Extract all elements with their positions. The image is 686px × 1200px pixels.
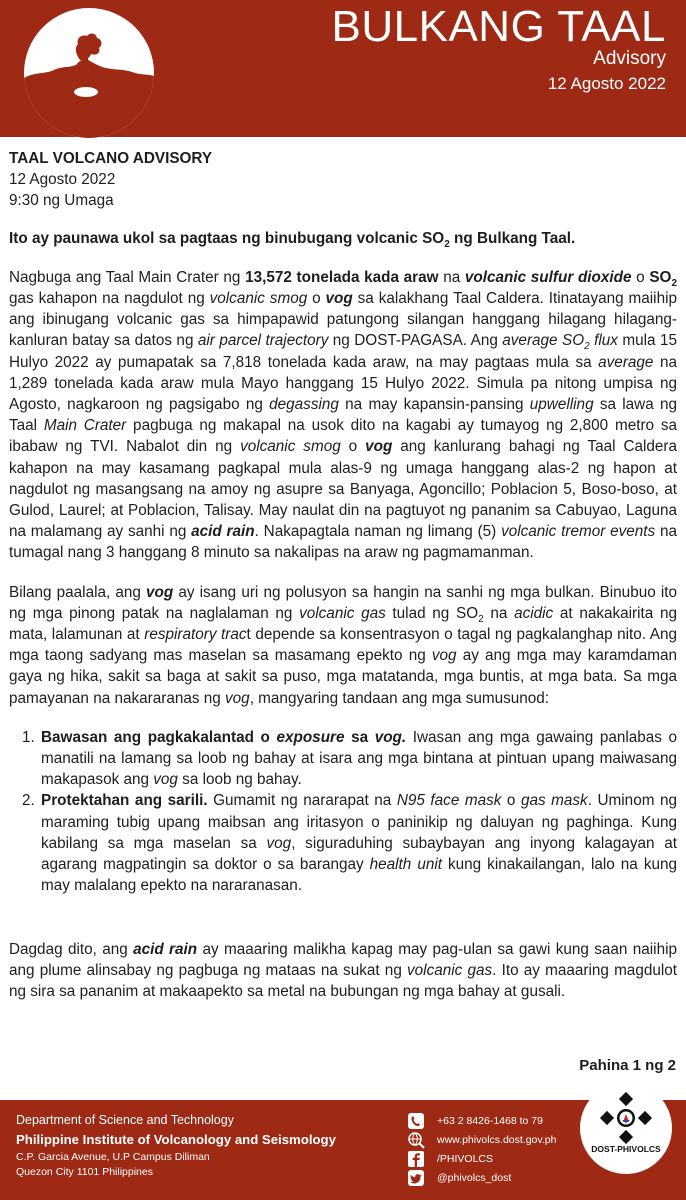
footer-department: Department of Science and Technology [16, 1113, 234, 1127]
advisory-heading [9, 148, 677, 169]
list-item: 1. Bawasan ang pagkakalantad o exposure sa vog. Iwasan ang mga gawaing panlabas o manatili na lamang sa loob ng bahay at isara ang mga bintana at pintuan upang maiwasang makapasok ang vog sa loob ng bahay. [39, 727, 677, 791]
header-subtitle: Advisory [593, 48, 666, 69]
globe-search-icon [407, 1131, 425, 1149]
precaution-list [9, 727, 677, 897]
paragraph-acid-rain: Dagdag dito, ang acid rain ay maaaring malikha kapag may pag-ulan sa gawi kung saan naiihip ang plume alinsabay ng pagbuga ng mataas na sukat ng volcanic gas. Ito ay maaaring magdulot ng sira sa pananim at makaapekto sa metal na bubungan ng mga bahay at gusali. [9, 940, 677, 1000]
footer-phone: +63 2 8426-1468 to 79 [407, 1112, 543, 1130]
paragraph-emission: Nagbuga ang Taal Main Crater ng 13,572 tonelada kada araw na volcanic sulfur dioxide o $SO_2$ gas kahapon na nagdulot ng volcanic smog o vog sa kalakhang Taal Caldera. Itinatayang maiihip ang ibinugang volcanic gas sa himpapawid patungong silangan hanggang hilagang hilagang-kanluran batay sa datos ng air parcel trajectory ng DOST-PAGASA. Ang average $SO_2$ flux mula 15 Hulyo 2022 ay pumapatak sa 7,818 tonelada kada araw, na may pagtaas mula sa average na 1,289 tonelada kada araw mula Mayo hanggang 15 Hulyo 2022. Simula pa nitong umpisa ng Agosto, nagkaroon ng pagsigabo ng degassing na may kapansin-pansing upwelling sa lawa ng Taal Main Crater pagbuga ng makapal na usok dito na kagabi ay tumayog ng 2,800 metro sa ibabaw ng TVI. Nabalot din ng volcanic smog o vog ang kanlurang bahagi ng Taal Caldera kahapon na may kasamang pagkapal mula alas-9 ng umaga hanggang alas-2 ng hapon at nagdulot ng masangsang na amoy ng asupre sa Banyaga, Agoncillo; Poblacion 5, Boso-boso, at Gulod, Laurel; at Poblacion, Talisay. May naulat din na pagtuyot ng pananim sa Cabuyao, Laguna na malamang ay sanhi ng acid rain. Nakapagtala naman ng limang (5) volcanic tremor events na tumagal nang 3 hanggang 8 minuto sa nakalipas na araw ng pagmamanman. [9, 268, 678, 562]
dost-phivolcs-label: DOST-PHIVOLCS [591, 1144, 661, 1154]
advisory-lead: Ito ay paunawa ukol sa pagtaas ng binubugang volcanic $SO_2$ ng Bulkang Taal. [9, 229, 576, 250]
phone-icon [407, 1112, 425, 1130]
header-date: 12 Agosto 2022 [547, 74, 666, 93]
taal-volcano-logo-icon [24, 8, 154, 138]
footer-twitter[interactable]: @phivolcs_dost [407, 1169, 511, 1187]
footer-website[interactable]: www.phivolcs.dost.gov.ph [407, 1131, 556, 1149]
footer-facebook[interactable]: /PHIVOLCS [407, 1150, 493, 1168]
advisory-date: 12 Agosto 2022 [9, 171, 116, 189]
paragraph-vog-info: Bilang paalala, ang vog ay isang uri ng polusyon sa hangin na sanhi ng mga bulkan. Binubuo ito ng mga pinong patak na naglalaman ng volcanic gas tulad ng $SO_2$ na acidic at nakakairita ng mata, lalamunan at respiratory tract depende sa konsentrasyon o tagal ng pagkalanghap nito. Ang mga taong sadyang mas maselan sa masamang epekto ng vog ay ang mga may karamdaman gaya ng hika, sakit sa baga at sakit sa puso, mga matatanda, mga buntis, at mga bata. Sa mga pamayanan na nakararanas ng vog, mangyaring tandaan ang mga sumusunod: [9, 583, 678, 707]
list-item: 2. Protektahan ang sarili. Gumamit ng nararapat na N95 face mask o gas mask. Uminom ng maraming tubig upang maibsan ang iritasyon o paninikip ng daluyan ng paghinga. Kung kabilang sa mga maselan sa vog, siguraduhing subaybayan ang inyong kalagayan at agarang magpatingin sa doktor o sa barangay health unit kung kinakailangan, lalo na kung may malalang epekto na nararanasan. [39, 790, 677, 896]
footer-institute: Philippine Institute of Volcanology and Seismology [16, 1132, 336, 1147]
twitter-icon [407, 1169, 425, 1187]
footer-address-line-1: C.P. Garcia Avenue, U.P Campus Diliman [16, 1151, 210, 1163]
advisory-time: 9:30 ng Umaga [9, 192, 114, 210]
dost-phivolcs-logo-icon [580, 1082, 672, 1174]
header-title: BULKANG TAAL [331, 2, 666, 51]
facebook-icon [407, 1150, 425, 1168]
advisory-body [9, 148, 677, 1002]
footer-address-line-2: Quezon City 1101 Philippines [16, 1166, 153, 1178]
advisory-title: TAAL VOLCANO ADVISORY [9, 150, 213, 167]
page-number: Pahina 1 ng 2 [579, 1057, 676, 1074]
